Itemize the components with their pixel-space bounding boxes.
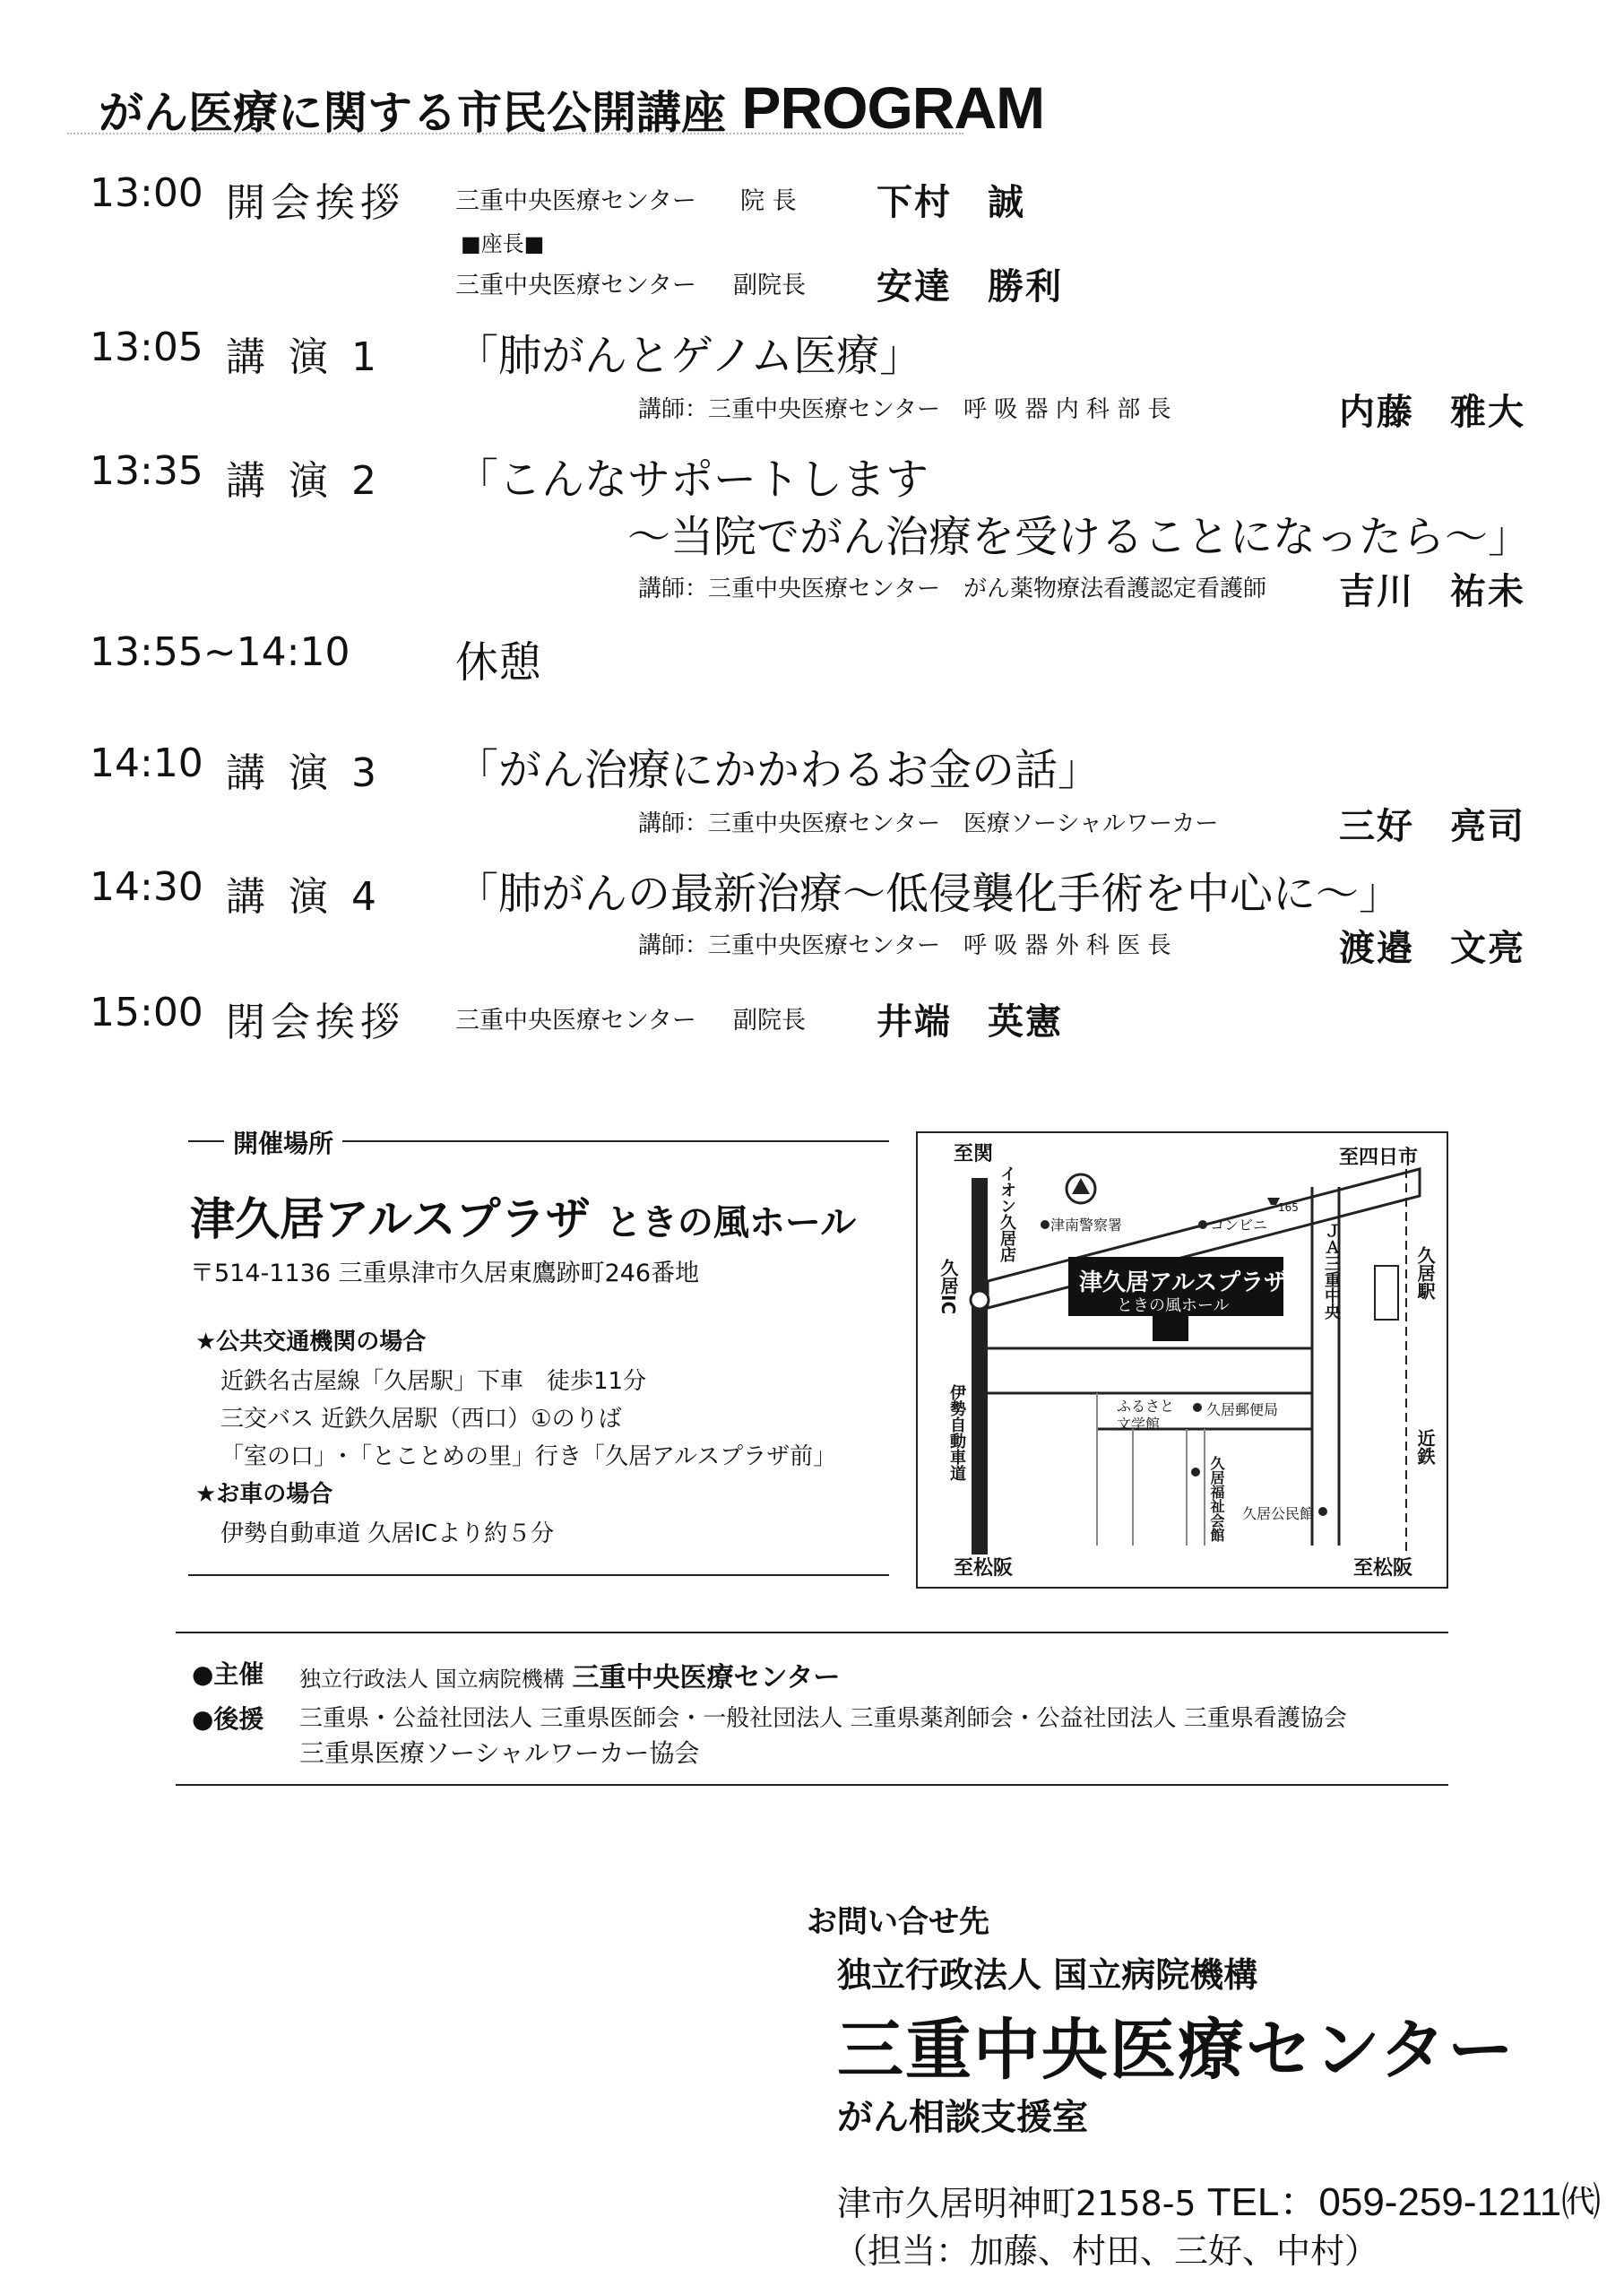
- chair-label: ■座長■: [461, 231, 545, 256]
- contact-heading: お問い合せ先: [807, 1904, 989, 1940]
- opening-org: 三重中央医療センター: [455, 187, 696, 215]
- lecture-1-speaker-info: 講師：三重中央医療センター 呼 吸 器 内 科 部 長: [638, 396, 1171, 423]
- time-1300: 13:00: [90, 170, 203, 216]
- support-line-1: 三重県・公益社団法人 三重県医師会・一般社団法人 三重県薬剤師会・公益社団法人 三重県看護協会: [299, 1705, 1347, 1732]
- map-ja: ＪＡ三重中央: [1322, 1223, 1341, 1320]
- venue-name: 津久居アルスプラザ ときの風ホール: [190, 1193, 857, 1245]
- lecture-3-speaker-info: 講師：三重中央医療センター 医療ソーシャルワーカー: [638, 810, 1219, 837]
- police-triangle: [1072, 1178, 1090, 1194]
- venue-heading: 開催場所: [224, 1124, 342, 1160]
- contact-staff: （担当：加藤、村田、三好、中村）: [834, 2231, 1379, 2271]
- map-to-seki: 至関: [954, 1143, 994, 1165]
- time-1430: 14:30: [90, 864, 203, 910]
- sponsor-bottom-rule: [176, 1784, 1448, 1786]
- public-transport-line-3: 「室の口」･「とことめの里」行き「久居アルスプラザ前」: [220, 1443, 837, 1470]
- police-dot: [1041, 1220, 1050, 1229]
- public-transport-heading: ★公共交通機関の場合: [195, 1329, 427, 1355]
- contact-org: 独立行政法人 国立病院機構: [837, 1955, 1258, 1995]
- lecture-2-title: 「こんなサポートします: [455, 455, 929, 505]
- header-divider: [67, 133, 963, 134]
- convenience-dot: [1198, 1220, 1207, 1229]
- lecture-4-speaker-info: 講師：三重中央医療センター 呼 吸 器 外 科 医 長: [638, 932, 1171, 959]
- map-kintetsu: 近鉄: [1414, 1429, 1436, 1465]
- ic-marker: [971, 1291, 989, 1309]
- lecture-4-title: 「肺がんの最新治療〜低侵襲化手術を中心に〜」: [455, 869, 1403, 919]
- map-museum-1: ふるさと: [1117, 1398, 1175, 1415]
- support-line-2: 三重県医療ソーシャルワーカー協会: [299, 1738, 700, 1768]
- map-police: 津南警察署: [1050, 1217, 1123, 1234]
- closing-role: 副院長: [733, 1007, 806, 1035]
- time-1335: 13:35: [90, 448, 203, 494]
- map-station: 久居駅: [1414, 1246, 1436, 1300]
- closing-speaker: 井端 英憲: [877, 1001, 1063, 1043]
- chair-role: 副院長: [733, 272, 806, 299]
- map-venue-name: 津久居アルスプラザ: [1079, 1269, 1288, 1296]
- label-lecture-1: 講 演 1: [226, 334, 382, 380]
- time-1500: 15:00: [90, 990, 203, 1035]
- map-post: 久居郵便局: [1206, 1401, 1279, 1418]
- lecture-4-speaker: 渡邉 文亮: [1339, 928, 1525, 969]
- map-aeon: イオン久居店: [998, 1165, 1016, 1262]
- lecture-2-speaker: 吉川 祐未: [1339, 571, 1525, 612]
- host-label: ●主催: [192, 1659, 264, 1689]
- contact-tel: TEL：059-259-1211㈹: [1206, 2180, 1602, 2224]
- car-heading: ★お車の場合: [195, 1481, 333, 1508]
- title-program: PROGRAM: [741, 74, 1045, 141]
- map-venue-hall: ときの風ホール: [1117, 1296, 1230, 1315]
- lecture-1-speaker: 内藤 雅大: [1339, 392, 1525, 433]
- map-welfare: 久居福祉会館: [1208, 1456, 1225, 1542]
- label-lecture-2: 講 演 2: [226, 458, 382, 504]
- access-map: [916, 1131, 1448, 1589]
- public-transport-line-1: 近鉄名古屋線「久居駅」下車 徒歩11分: [220, 1368, 647, 1395]
- lecture-2-subtitle: 〜当院でがん治療を受けることになったら〜」: [627, 512, 1532, 562]
- opening-role: 院 長: [740, 187, 797, 215]
- map-to-matsusaka-right: 至松阪: [1353, 1557, 1413, 1580]
- closing-org: 三重中央医療センター: [455, 1007, 696, 1035]
- chair-name: 安達 勝利: [877, 266, 1063, 307]
- map-museum-2: 文学館: [1117, 1416, 1161, 1433]
- label-opening: 開会挨拶: [226, 180, 405, 226]
- support-label: ●後援: [192, 1704, 264, 1734]
- opening-speaker: 下村 誠: [877, 182, 1025, 223]
- car-line: 伊勢自動車道 久居ICより約５分: [220, 1520, 555, 1547]
- lecture-3-title: 「がん治療にかかわるお金の話」: [455, 745, 1101, 795]
- lecture-2-speaker-info: 講師：三重中央医療センター がん薬物療法看護認定看護師: [638, 576, 1266, 602]
- venue-hall: ときの風ホール: [605, 1202, 857, 1243]
- contact-address-line: [837, 2169, 1601, 2227]
- kominkan-dot: [1318, 1507, 1327, 1516]
- page-title: [99, 74, 1044, 142]
- venue-building: [1153, 1316, 1188, 1341]
- label-closing: 閉会挨拶: [226, 1000, 405, 1045]
- venue-address: 〒514-1136 三重県津市久居東鷹跡町246番地: [190, 1260, 700, 1287]
- welfare-dot: [1191, 1468, 1200, 1477]
- contact-address: 津市久居明神町2158-5: [837, 2184, 1196, 2223]
- lecture-3-speaker: 三好 亮司: [1339, 806, 1525, 847]
- break-label: 休憩: [455, 637, 542, 688]
- time-1410: 14:10: [90, 740, 203, 786]
- post-dot: [1193, 1403, 1202, 1412]
- map-to-matsusaka-left: 至松阪: [954, 1557, 1014, 1580]
- venue-bottom-rule: [188, 1574, 889, 1576]
- map-expressway: 伊勢自動車道: [947, 1384, 966, 1481]
- time-1305: 13:05: [90, 325, 203, 370]
- label-lecture-3: 講 演 3: [226, 750, 382, 796]
- expressway-line: [972, 1178, 988, 1555]
- sponsor-top-rule: [176, 1632, 1448, 1633]
- contact-dept: がん相談支援室: [837, 2097, 1088, 2138]
- label-lecture-4: 講 演 4: [226, 874, 382, 920]
- public-transport-line-2: 三交バス 近鉄久居駅（西口）①のりば: [220, 1406, 622, 1433]
- chair-org: 三重中央医療センター: [455, 272, 696, 299]
- lecture-1-title: 「肺がんとゲノム医療」: [455, 331, 923, 381]
- contact-center: 三重中央医療センター: [837, 2012, 1516, 2089]
- map-kominkan: 久居公民館: [1242, 1505, 1315, 1522]
- time-break: 13:55~14:10: [90, 629, 350, 675]
- station-box: [1375, 1266, 1398, 1320]
- title-japanese: がん医療に関する市民公開講座: [99, 87, 726, 139]
- map-route: 165: [1278, 1201, 1299, 1214]
- map-convenience: コンビニ: [1210, 1217, 1268, 1234]
- map-ic: 久居IC: [937, 1259, 959, 1315]
- map-to-yokkaichi: 至四日市: [1339, 1147, 1419, 1169]
- host-org: 独立行政法人 国立病院機構 三重中央医療センター: [299, 1662, 841, 1693]
